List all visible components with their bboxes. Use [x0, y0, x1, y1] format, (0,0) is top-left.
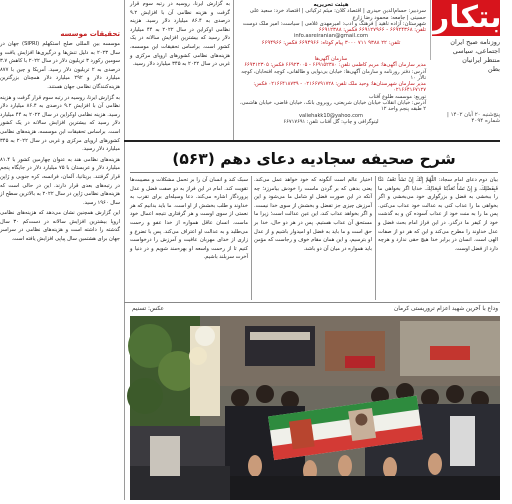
photo-rule	[124, 302, 500, 303]
info-line: تلفن: ۲۲ ۹۳۸۸ ۷۱۱ ۳۰۰۰ پیام کوتاه: ۶۶۹۴۹۶۶ فکس: ۶۶۹۴۹۶۶	[261, 39, 401, 46]
top-mid-paragraph: به گزارش ایرنا، روسیه در رتبه سوم قرار گرفت و هزینه نظامی آن با افزایش ۹.۲ درصدی به ۸۶.۴ میلیارد دلار رسید. هزینه نظامی اوکراین در سال ۲۰۲۲ به ۴۴ میلیارد دلار رسید که بیشترین افزایش سالانه در یک کشور است. براساس تحقیقات این موسسه، هزینه‌های نظامی کشورهای اروپای مرکزی و غربی در سال ۲۰۲۲ به ۳۴۵ میلیارد دلار رسید.	[130, 1, 231, 68]
left-paragraph: هزینه‌های نظامی هند به عنوان چهارمین کشور با ۸۱.۴ میلیارد دلار و عربستان با ۷۵ میلیارد دلار در جایگاه پنجم قرار گرفتند. بریتانیا، آلمان، فرانسه، کره جنوبی و ژاپن در رتبه‌های بعدی قرار دارند. این در حالی است که هزینه‌های نظامی ژاپن در سال ۲۰۲۲ به بالاترین سطح از سال ۱۹۶۰ رسید.	[0, 156, 121, 206]
left-column-title: تحقیقات موسسه	[60, 30, 120, 38]
left-column	[0, 30, 120, 500]
article-headline: شرح صحیفه سجادیه دعای دهم (۵۶۳)	[172, 150, 456, 168]
newspaper-logo: ابتکار	[432, 0, 512, 35]
column-rule	[375, 176, 376, 300]
top-mid-column	[130, 0, 230, 140]
headline-rule	[130, 172, 498, 173]
news-photo	[130, 316, 500, 500]
info-line: مدیر سازمان شهرستان‌ها: وحید ملک تلفن: ۰۲۱۶۶۷۹۱۷۲۸ - ۰۲۱۶۶۴۱۸۷۳۹ فکس: ۰۲۱۶۶۴۱۶۷۱۲۷	[253, 81, 426, 94]
article-paragraph: اختیار عالم است آنگونه که خود خواهد عمل می‌کند. یعنی بدهی که بر گردن ماست را خودش بیامرزد؛ چه آنکه در این صورت فضل او شامل ما می‌شود و این آمرزش چیزی جز تفضل و بخشش از سوی خدا نیست. و اگر بخواهد عذاب کند، این عین عدالت است؛ زیرا ما مستحق آن عذاب هستیم. پس در هر دو حال، خدا بر حق است و ما باید به فضل او امیدوار باشیم و از عدل او بترسیم، و این همان مقام خوف و رجاست که مؤمن باید همواره در میان آن دو باشد.	[254, 177, 372, 252]
article-column-middle	[254, 176, 372, 300]
article-column-right	[378, 176, 498, 300]
article-paragraph: سبک کند و انسان آن را بر تحمل مشکلات و مصیبت‌ها تقویت کند. امام در این فراز به دو صفت فضل و عدل پروردگار اشاره می‌کند. دعا وسیله‌ای برای تقرب به خداوند و طلب بخشش از او است. ما باید بدانیم که هر نعمتی از سوی اوست و هر گرفتاری نتیجه اعمال خود ماست. انسان عاقل همواره از خدا عفو و رحمت می‌طلبد و به عدالت او اعتراف می‌کند. پس با تضرع و زاری از خدای مهربان عافیت و آمرزش را درخواست کنیم تا از رحمت واسعه او بهره‌مند شویم و در دنیا و آخرت سربلند باشیم.	[130, 177, 248, 261]
column-rule	[124, 0, 125, 500]
info-line: شهرستان: آزاده ناهید | فرهنگ و ادب: امیرمهدی غلامی | سیاست: امیر ملک دوست	[242, 20, 426, 27]
info-line: تلفن: ۶۶۹۲۴۳۶۸ - ۶۶۹۱۲۷۹۶۶ فکس: ۶۶۹۱۲۳۸۸	[318, 27, 426, 34]
article-column-left	[130, 176, 248, 300]
article-paragraph: بیان دوم دعای امام سجاد: اللَّهُمَّ إِنَّكَ إِنْ تَشَأْ تَعْفُ عَنَّا فَبِفَضْلِكَ، وَ إِنْ تَشَأْ تُعَذِّبْنَا فَبِعَدْلِكَ. خدایا اگر بخواهی ما را ببخشی به فضل و بزرگواری خود می‌بخشی و اگر بخواهی ما را عذاب کنی به عدالت خود عذاب می‌کنی. پس ما را به منت خود از عذاب آسوده کن و به گذشت خود از کیفر ما درگذر. در این فراز امام بحث فضل و عدل خداوند را مطرح می‌کند و این که هر دو از صفات الهی است. انسان در برابر خدا هیچ حقی ندارد و هرچه دارد از فضل اوست.	[378, 177, 498, 252]
tagline-line: اجتماعی، سیاسی	[452, 47, 500, 55]
issue-date: پنج‌شنبه ۲۰ آبان ۱۴۰۲ | شماره ۴۰۹۴	[446, 112, 500, 124]
info-line: لیتوگرافی و چاپ: گل آفتاب تلفن: ۶۶۷۱۷۶۹۱	[283, 118, 379, 125]
ads-info	[236, 56, 426, 125]
info-line: سردبیر: حسام‌الدین حیدری | اقتصاد کلان: میثم ترکیانی | اقتصاد خرد: سعید علی حسینی | جامعه: محمود رضا زارع	[249, 8, 426, 21]
photo-credit: عکس: تسنیم	[132, 306, 164, 312]
info-line: مدیر سازمان آگهی‌ها: مریم کاظمی تلفن: ۶۶۹۱۵۲۳۸۰ - ۶۶۹۲۳۰۰۵ فکس: ۶۶۹۳۱۲۳۰۵	[244, 62, 426, 69]
tagline-line: بطن	[487, 65, 500, 73]
info-line: آدرس: دفتر روزنامه و سازمان آگهی‌ها: خیابان بی‌نوایی و طالقانی، کوچه افتحابان، کوچه تالار ۱۰	[241, 68, 426, 81]
left-paragraph: این گزارش همچنین نشان می‌دهد که هزینه‌های نظامی اروپا بیشترین افزایش سالانه در دست‌کم ۳۰ سال گذشته را داشته است و هزینه‌های نظامی در سراسر جهان برای هشتمین سال پیاپی افزایش یافته است.	[0, 210, 120, 243]
info-email[interactable]: valiehakk10@yahoo.com	[299, 112, 363, 119]
section-rule	[124, 140, 500, 142]
column-rule	[233, 0, 234, 140]
tagline-line: روزنامه صبح ایران	[450, 38, 500, 46]
ads-heading: سازمان آگهی‌ها	[314, 56, 348, 62]
column-rule	[251, 176, 252, 300]
info-email[interactable]: info.asreiranian@gmail.com	[293, 33, 369, 40]
info-line: توزیع: موسسه طلوع آفتاب	[368, 93, 426, 100]
masthead-divider	[430, 0, 431, 60]
left-paragraph: موسسه بین المللی صلح استکهلم (SIPRI) جهان در سال ۲۰۲۳ به دلیل تنش‌ها و درگیری‌ها افزایش یافت و سومین رکورد ۳ تریلیون دلار در سال ۲۰۲۲ با کاهش ۳.۷ درصدی به ۲ تریلیون دلار رسید. آمریکا و چین با ۸۷۷ میلیارد دلار و ۲۹۲ میلیارد دلار همچنان بزرگترین هزینه‌کنندگان نظامی جهان هستند.	[0, 41, 121, 90]
photo-illustration	[130, 316, 500, 500]
info-line: آدرس: خیابان انقلاب خیابان خیابان شریعتی، روبروی بانک، خیابان قاضی، خیابان هاشمی، ۲ طبقه پنجم واحد ۱۲	[240, 100, 426, 113]
photo-caption: وداع با آخرین شهید اعزام تروریستی کرمان	[394, 306, 498, 312]
info-heading: هیئت تحریریه	[313, 2, 349, 8]
masthead-tagline	[432, 38, 500, 74]
tagline-line: منتظر ایرانیان	[462, 56, 500, 64]
editorial-info	[236, 2, 426, 54]
left-paragraph: به گزارش ایرنا، روسیه در رتبه سوم قرار گرفت و هزینه نظامی آن با افزایش ۹.۲ درصدی به ۸۶.۴ میلیارد دلار رسید. هزینه نظامی اوکراین در سال ۲۰۲۲ به ۴۴ میلیارد دلار رسید که بیشترین افزایش سالانه در یک کشور است. براساس تحقیقات این موسسه، هزینه‌های نظامی کشورهای اروپای مرکزی و غربی در سال ۲۰۲۲ به ۳۴۵ میلیارد دلار رسید.	[0, 94, 120, 153]
